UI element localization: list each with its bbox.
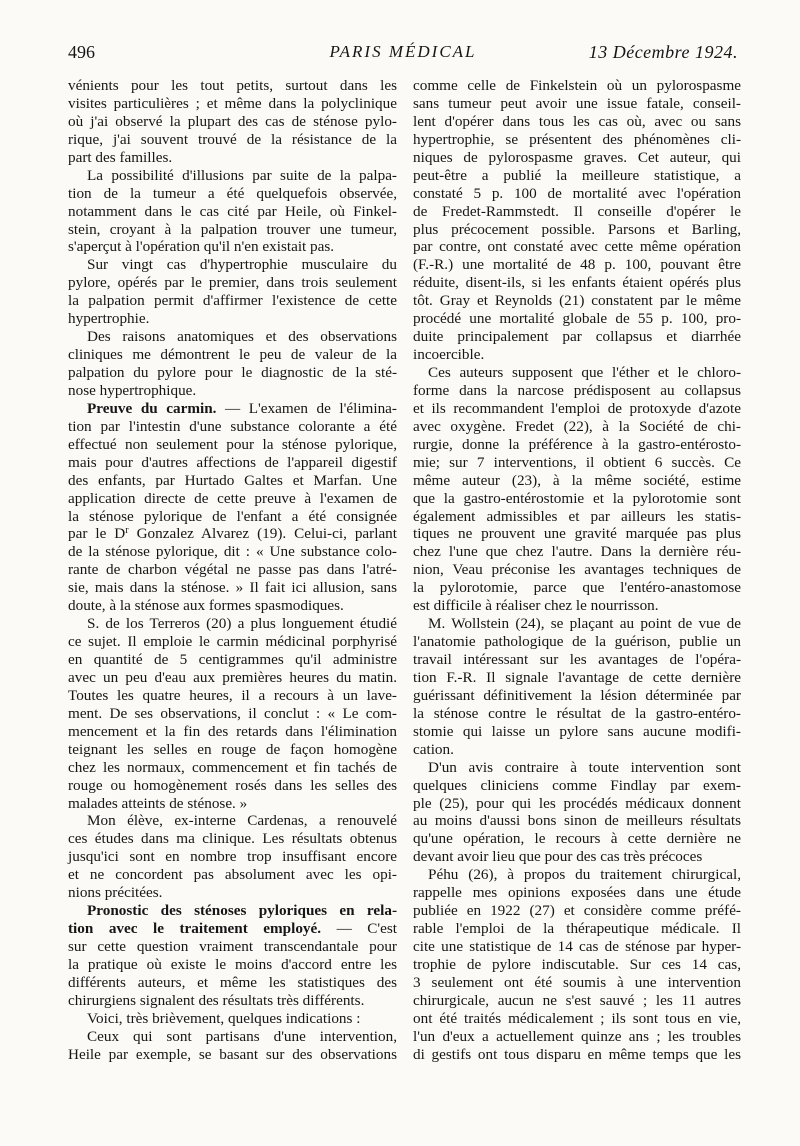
text-line: au moins d'aussi bons sinon de meilleurs résultats xyxy=(413,812,741,830)
text-line: sans tumeur peut avoir une issue fatale, conseil- xyxy=(413,94,741,112)
text-line: différents auteurs, et même les statistiques des xyxy=(68,973,397,991)
text-line: s'aperçut à l'opération qu'il n'en existait pas. xyxy=(68,238,335,256)
text-line: chez les normaux, commencement et fin tachés de xyxy=(68,758,397,776)
text-line: application directe de cette preuve à l'examen de xyxy=(68,489,397,507)
text-line: de Fredet-Rammstedt. Il conseille d'opérer le xyxy=(413,202,741,220)
text-line: tiques ne prouvent une gravité marquée pas plus xyxy=(413,525,741,543)
text-line: travail intéressant sur les avantages de l'opéra- xyxy=(413,651,741,668)
text-line: ces études dans ma clinique. Les résultats obtenus xyxy=(68,830,397,848)
paragraph xyxy=(68,256,397,328)
text-line: la pylorotomie, parce que l'entéro-anastomose xyxy=(413,579,741,597)
text-column-right xyxy=(413,77,741,1064)
text-line: nion, Veau préconise les avantages techniques de xyxy=(413,561,741,579)
text-line: plus précocement possible. Parsons et Barling, xyxy=(413,220,741,238)
text-line: des enfants, par Hurtado Galtes et Marfan. Une xyxy=(68,471,397,489)
text-line: de la sténose pylorique, dit : « Une substance colo- xyxy=(68,543,397,561)
text-line: l'anatomie pathologique de la guérison, publie un xyxy=(413,633,741,651)
text-line: lent d'opérer dans tous les cas où, avec ou sans xyxy=(413,112,741,130)
text-line: Toutes les quatre heures, il a recours à un lave- xyxy=(68,686,397,704)
superscript: r xyxy=(125,525,129,537)
text-line: rurgie, donne la préférence à la gastro-entérosto- xyxy=(413,435,741,453)
text-line: Péhu (26), à propos du traitement chirurgical, xyxy=(428,866,741,884)
text-line: l'un d'eux a actuellement quinze ans ; les troubles xyxy=(413,1027,741,1045)
text-line: Ceux qui sont partisans d'une intervention, xyxy=(87,1027,397,1045)
text-line: Sur vingt cas d'hypertrophie musculaire du xyxy=(87,256,397,274)
text-line: chirurgicale, aucun ne s'est sauvé ; les 11 autres xyxy=(413,991,741,1009)
text-line: stomie qui laisse un pylore sans aucune modifi- xyxy=(413,722,741,740)
text-line: également admissibles et par ailleurs les statis- xyxy=(413,507,741,525)
text-line: chez l'une que chez l'autre. Dans la dernière réu- xyxy=(413,543,741,561)
paragraph xyxy=(68,1028,397,1064)
text-line: ment. De ses observations, il conclut : « Le com- xyxy=(68,704,397,722)
text-line: par contre, ont constaté avec cette même opération xyxy=(413,238,741,256)
text-line: ont été traités médicalement ; ils sont tous en vie, xyxy=(413,1009,741,1027)
text-line: sur cette question vraiment transcendantale pour xyxy=(68,938,397,955)
text-line: stein, croyant à la palpation trouver une tumeur, xyxy=(68,220,397,238)
text-line: S. de los Terreros (20) a plus longuement étudié xyxy=(87,615,397,633)
text-line: même auteur (23), à la même société, estime xyxy=(413,471,741,489)
text-segment: par le D xyxy=(68,525,126,543)
text-line: Des raisons anatomiques et des observations xyxy=(87,328,397,346)
text-line: (F.-R.) une mortalité de 48 p. 100, pouvant être xyxy=(413,256,741,274)
text-line: cation. xyxy=(413,740,454,758)
text-line: que la gastro-entérostomie et la pylorotomie sont xyxy=(413,489,741,507)
text-line xyxy=(68,400,397,418)
section-heading: Preuve du carmin. xyxy=(87,399,217,417)
text-line: Voici, très brièvement, quelques indications : xyxy=(87,1009,361,1027)
text-line: avec un peu d'eau aux premières heures du matin. xyxy=(68,668,397,686)
text-line: rappelle mes opinions exposées dans une étude xyxy=(413,884,741,902)
text-line: ple (25), pour qui les procédés médicaux donnent xyxy=(413,794,741,812)
text-line: sie, mais dans la sténose. » Il fait ici allusion, sans xyxy=(68,579,397,597)
text-column-left xyxy=(68,77,397,1064)
paragraph xyxy=(413,364,741,615)
page-header xyxy=(68,41,738,63)
paragraph xyxy=(68,167,397,257)
text-line: rante de charbon végétal ne passe pas dans l'atré- xyxy=(68,561,397,579)
issue-date: 13 Décembre 1924. xyxy=(588,42,738,62)
text-line: Heile par exemple, se basant sur des observations xyxy=(68,1045,397,1063)
text-line: tion par l'intestin d'une substance colorante a été xyxy=(68,417,397,435)
text-line: tion de la tumeur a été quelquefois observée, xyxy=(68,184,397,202)
paragraph xyxy=(68,812,397,902)
text-line: Ces auteurs supposent que l'éther et le chloro- xyxy=(428,364,741,381)
text-line: M. Wollstein (24), se plaçant au point de vue de xyxy=(428,615,741,633)
text-line: publiée en 1922 (27) et considère comme préfé- xyxy=(413,902,741,920)
text-line: di gestifs ont tous disparu en même temps que les xyxy=(413,1045,741,1063)
text-line: réduite, disent-ils, si les enfants étaient opérés plus xyxy=(413,274,741,292)
text-line: nions précitées. xyxy=(68,884,163,902)
text-line: tôt. Gray et Reynolds (21) constatent par le même xyxy=(413,292,741,310)
text-line: teignant les selles en rouge de façon homogène xyxy=(68,740,397,758)
paragraph xyxy=(68,1010,397,1028)
text-line: avec oxygène. Fredet (22), à la Société de chi- xyxy=(413,417,741,435)
text-segment: — L'examen de l'élimina- xyxy=(216,399,397,417)
text-line: la sténose contre le résultat de la gastro-entéro- xyxy=(413,704,741,722)
text-line: rouge ou homogènement rosés dans les selles des xyxy=(68,776,397,794)
page-number: 496 xyxy=(68,42,95,62)
text-line: hypertrophie. xyxy=(68,310,150,328)
text-line: et ils recommandent l'emploi de protoxyde d'azote xyxy=(413,399,741,417)
text-line: mencement et la fin des retards dans l'élimination xyxy=(68,722,397,740)
text-line: niques de pylorospasme graves. Cet auteur, qui xyxy=(413,148,741,166)
paragraph xyxy=(413,866,741,1063)
text-line: mie; sur 7 interventions, il obtient 6 succès. Ce xyxy=(413,453,741,471)
text-segment: Gonzalez Alvarez (19). Celui-ci, parlant xyxy=(128,525,397,543)
text-line: notamment dans le cas cité par Heile, où Finkel- xyxy=(68,202,397,220)
text-line: trophie de pylore indiscutable. Sur ces 14 cas, xyxy=(413,955,741,973)
text-line: forme dans la narcose prédisposent au collapsus xyxy=(413,381,741,399)
text-line: peut-être a publié la meilleure statistique, a xyxy=(413,166,741,184)
text-line xyxy=(68,525,397,543)
paragraph xyxy=(68,400,397,615)
text-line: constaté 5 p. 100 de mortalité avec l'opération xyxy=(413,184,741,202)
text-line: cite une statistique de 14 cas de sténose par hyper- xyxy=(413,938,741,955)
text-line: est difficile à réaliser chez le nourrisson. xyxy=(413,597,659,615)
text-line: nose hypertrophique. xyxy=(68,381,197,399)
text-line: D'un avis contraire à toute intervention sont xyxy=(428,758,741,776)
paragraph xyxy=(68,615,397,812)
text-line: rable l'emploi de la thérapeutique médicale. Il xyxy=(413,920,741,938)
text-line: qu'une opération, le recours à cette dernière ne xyxy=(413,830,741,848)
text-line: hypertrophie, se présentent des phénomènes cli- xyxy=(413,130,741,148)
text-line: pylore, opérés par le premier, dans trois seulement xyxy=(68,274,397,292)
paragraph xyxy=(68,328,397,400)
journal-title: PARIS MÉDICAL xyxy=(329,42,477,61)
text-line: procédé une mortalité globale de 55 p. 100, pro- xyxy=(413,310,741,328)
text-line: cliniques me démontrent le peu de valeur de la xyxy=(68,346,397,364)
text-line: La possibilité d'illusions par suite de la palpa- xyxy=(87,166,397,184)
text-line: guérissant définitivement la lésion déterminée par xyxy=(413,686,741,704)
paragraph xyxy=(413,615,741,759)
text-line: devant avoir lieu que pour des cas très précoces xyxy=(413,848,703,866)
text-line: la sténose pylorique de l'enfant a été consignée xyxy=(68,507,397,525)
section-heading: tion avec le traitement employé. xyxy=(68,920,322,938)
section-heading: Pronostic des sténoses pyloriques en rela- xyxy=(87,902,397,920)
paragraph xyxy=(413,759,741,867)
paragraph xyxy=(413,77,741,364)
text-line: en quantité de 5 centigrammes qu'il administre xyxy=(68,651,397,668)
text-line: rique, j'ai souvent trouvé de la résistance de la xyxy=(68,130,397,148)
text-line: vénients pour les tout petits, surtout dans les xyxy=(68,77,397,94)
text-line: doute, à la sténose aux formes spasmodiques. xyxy=(68,597,344,615)
text-line: effectué non seulement pour la sténose pylorique, xyxy=(68,435,397,453)
text-line: chirurgiens signalent des résultats très différents. xyxy=(68,991,365,1009)
paragraph xyxy=(68,77,397,167)
text-line: où j'ai observé la plupart des cas de sténose pylo- xyxy=(68,112,397,130)
text-line: la pratique où existe le moins d'accord entre les xyxy=(68,955,397,973)
text-line: jusqu'ici sont en nombre trop insuffisant encore xyxy=(68,848,397,866)
text-line: Mon élève, ex-interne Cardenas, a renouvelé xyxy=(87,812,397,830)
text-line: la palpation permit d'affirmer l'existence de cette xyxy=(68,292,397,310)
text-line: part des familles. xyxy=(68,148,173,166)
text-line: 3 seulement ont été soumis à une intervention xyxy=(413,973,741,991)
text-line: comme celle de Finkelstein où un pylorospasme xyxy=(413,77,741,94)
text-line: ce sujet. Il emploie le carmin médicinal porphyrisé xyxy=(68,633,397,651)
text-line: quelques cliniciens comme Findlay par exem- xyxy=(413,776,741,794)
text-segment: — C'est xyxy=(321,920,397,938)
text-line: incoercible. xyxy=(413,346,485,364)
text-line: duite principalement par collapsus et diarrhée xyxy=(413,328,741,346)
text-line: tion F.-R. Il signale l'avantage de cette dernière xyxy=(413,668,741,686)
text-line: mais pour d'autres affections de l'appareil digestif xyxy=(68,453,397,471)
text-line: malades atteints de sténose. » xyxy=(68,794,248,812)
text-line xyxy=(68,902,397,920)
text-line xyxy=(68,920,397,938)
text-line: et ne concordent pas absolument avec les opi- xyxy=(68,866,397,884)
text-line: palpation du pylore pour le diagnostic de la sté- xyxy=(68,364,397,381)
paragraph xyxy=(68,902,397,1010)
text-line: visites particulières ; et même dans la polyclinique xyxy=(68,94,397,112)
